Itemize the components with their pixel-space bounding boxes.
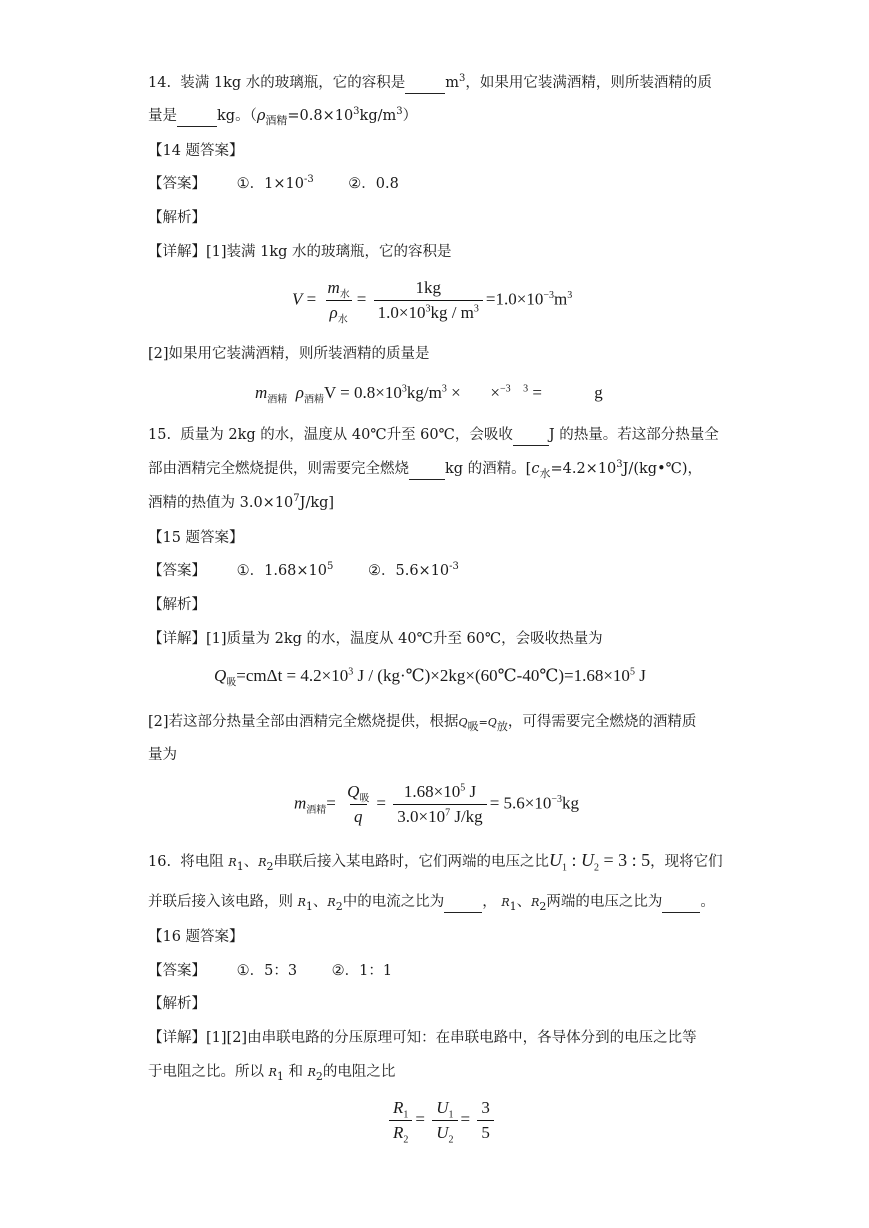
q15-detail-2-cont: 量为 bbox=[148, 747, 177, 763]
q16-detail-1: 【详解】[1][2]由串联电路的分压原理可知：在串联电路中，各导体分到的电压之比等 bbox=[148, 1030, 697, 1046]
q15-equation-1: $Q_吸=cm\Delta t = 4.2\times 10^3$ $J / (kg\cdot℃)\times 2kg\times(60℃-40℃)=1.68\times 10^5$ J bbox=[214, 666, 646, 689]
q14-question-line2: 量是 kg。$(\rho_{酒精}=0.8\times 10^3kg/m^3)$ bbox=[148, 106, 418, 127]
q14-question-line1: 14. 装满 1kg 水的玻璃瓶，它的容积是 $m^3$，如果用它装满酒精，则所装酒精的质 bbox=[148, 73, 712, 94]
q16-blank-2 bbox=[662, 892, 700, 913]
q16-equation: $\frac{R_1}{R_2}$ = $\frac{U_1}{U_2}$ = $\frac{3}{5}$ bbox=[386, 1098, 497, 1143]
q15-blank-2 bbox=[409, 459, 445, 480]
q16-analysis-label: 【解析】 bbox=[148, 996, 206, 1012]
q15-detail-1: 【详解】[1]质量为 2kg 的水，温度从 40℃升至 60℃，会吸收热量为 bbox=[148, 631, 603, 647]
q16-question-line1: 16. 将电阻 $R_1$、$R_2$串联后接入某电路时，它们两端的电压之比$U_1$ : $U_2 = 3$ : 5，现将它们 bbox=[148, 850, 723, 874]
q14-detail-2: [2]如果用它装满酒精，则所装酒精的质量是 bbox=[148, 346, 430, 362]
q16-answer-header: 【16 题答案】 bbox=[148, 929, 244, 945]
q15-answer-header: 【15 题答案】 bbox=[148, 530, 244, 546]
q15-equation-2: $m_{酒精}=$ $\frac{Q_吸}{q}$ = $\frac{1.68\times 10^5 J}{3.0\times 10^7 J/kg}$ = $5.6\times 10^{-3}kg$ bbox=[294, 782, 580, 826]
q15-blank-1 bbox=[513, 425, 549, 446]
q15-question-line1: 15. 质量为 2kg 的水，温度从 40℃升至 60℃，会吸收 J 的热量。若这部分热量全 bbox=[148, 425, 719, 446]
q14-analysis-label: 【解析】 bbox=[148, 210, 206, 226]
q16-detail-2: 于电阻之比。所以 $R_1$ 和 $R_2$的电阻之比 bbox=[148, 1064, 396, 1083]
q14-answer: 【答案】 ①．$1\times 10^{-3}$ ②．0.8 bbox=[148, 174, 399, 192]
q15-answer: 【答案】 ①．$1.68\times 10^5$ ②．$5.6\times 10^{-3}$ bbox=[148, 561, 459, 579]
q16-blank-1 bbox=[444, 892, 482, 913]
q15-detail-2: [2]若这部分热量全部由酒精完全燃烧提供，根据$Q_吸=Q_放$，可得需要完全燃烧的酒精质 bbox=[148, 714, 697, 733]
q14-blank-2 bbox=[177, 106, 217, 127]
q14-equation-2: $m_{酒精}$ $\rho_{酒精}V = 0.8\times 10^3kg/m^3$ × ×$^{-3 3}$ = g bbox=[255, 383, 603, 406]
q14-equation-1: V = $\frac{m_水}{\rho_水}$ = $\frac{1kg}{1.0\times 10^3kg / m^3}$ $=1.0\times 10^{-3}m^3$ bbox=[292, 278, 573, 326]
q16-question-line2: 并联后接入该电路，则 $R_1$、$R_2$中的电流之比为 ， $R_1$、$R_2$两端的电压之比为 。 bbox=[148, 894, 715, 913]
q15-analysis-label: 【解析】 bbox=[148, 597, 206, 613]
q14-blank-1 bbox=[405, 73, 445, 94]
q15-question-line3: 酒精的热值为 $3.0\times 10^7J/kg$] bbox=[148, 493, 335, 511]
q15-question-line2: 部由酒精完全燃烧提供，则需要完全燃烧 kg 的酒精。[$c_水=4.2\times 10^3J/(kg•℃)$， bbox=[148, 459, 703, 480]
q14-answer-header: 【14 题答案】 bbox=[148, 143, 244, 159]
q16-answer: 【答案】 ①．5：3 ②．1：1 bbox=[148, 963, 393, 979]
q14-detail-1: 【详解】[1]装满 1kg 水的玻璃瓶，它的容积是 bbox=[148, 244, 452, 260]
